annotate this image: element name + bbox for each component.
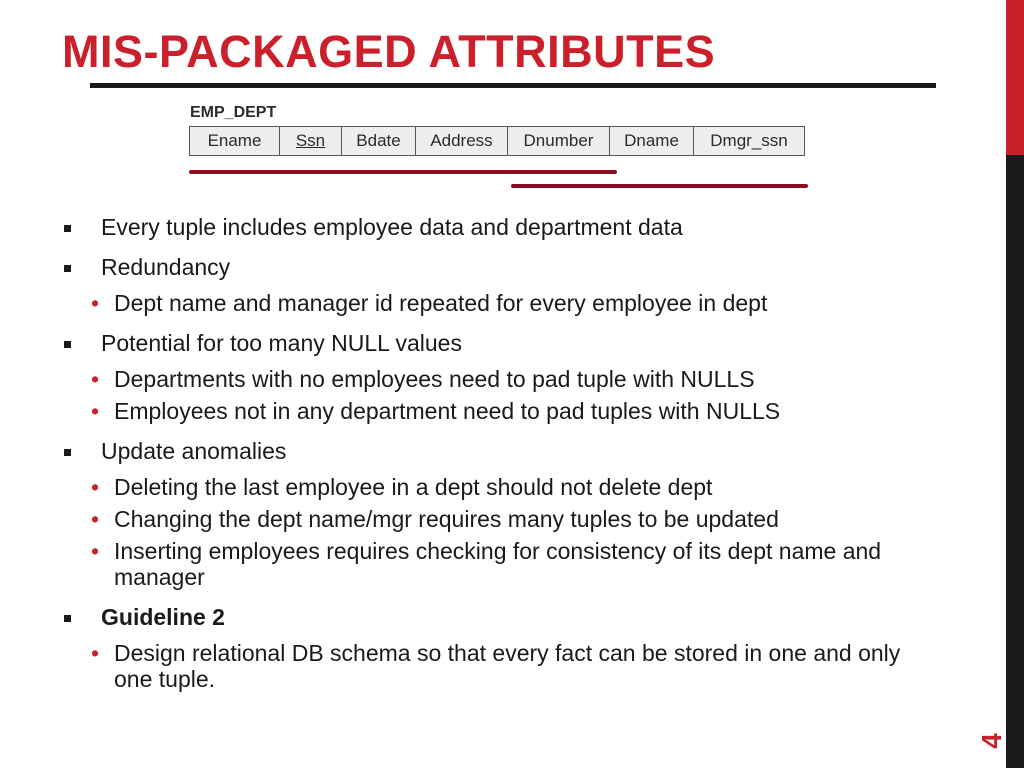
dot-bullet-icon: • (91, 398, 100, 424)
sub-bullet-item (60, 398, 940, 424)
bullet-list (60, 214, 940, 692)
sub-bullet-item (60, 538, 940, 590)
square-bullet-icon (64, 225, 71, 232)
right-accent-band (1006, 0, 1024, 768)
dependency-line-department (511, 184, 808, 188)
sub-bullet-item (60, 366, 940, 392)
dot-bullet-icon: • (91, 366, 100, 392)
title-underline (90, 83, 936, 88)
square-bullet-icon (64, 265, 71, 272)
sub-bullet-text: Inserting employees requires checking for consistency of its dept name and manager (114, 538, 882, 590)
bullet-item (60, 438, 940, 464)
dot-bullet-icon: • (91, 290, 100, 316)
bullet-item (60, 604, 940, 630)
schema-attribute: Dname (610, 127, 694, 155)
bullet-text: Every tuple includes employee data and department data (101, 214, 683, 240)
slide-title: MIS-PACKAGED ATTRIBUTES (62, 26, 716, 77)
sub-bullet-item (60, 474, 940, 500)
sub-bullet-text: Employees not in any department need to pad tuples with NULLS (114, 398, 781, 424)
schema-name: EMP_DEPT (190, 104, 277, 121)
sub-bullet-text: Deleting the last employee in a dept should not delete dept (114, 474, 713, 500)
sub-bullet-item (60, 506, 940, 532)
schema-attribute: Dmgr_ssn (710, 131, 788, 150)
bullet-text: Update anomalies (101, 438, 287, 464)
bullet-text: Guideline 2 (101, 604, 225, 630)
bullet-text: Potential for too many NULL values (101, 330, 462, 356)
schema-attribute-key: Ssn (280, 127, 342, 155)
dot-bullet-icon: • (91, 640, 100, 666)
sub-bullet-item (60, 640, 940, 692)
page-number: 4 (976, 733, 1007, 749)
schema-attribute: Dnumber (508, 127, 610, 155)
sub-bullet-text: Design relational DB schema so that every fact can be stored in one and only one tuple. (114, 640, 901, 692)
dot-bullet-icon: • (91, 538, 100, 564)
dot-bullet-icon: • (91, 474, 100, 500)
bullet-item (60, 254, 940, 280)
sub-bullet-text: Dept name and manager id repeated for every employee in dept (114, 290, 768, 316)
square-bullet-icon (64, 449, 71, 456)
sub-bullet-item (60, 290, 940, 316)
dependency-line-employee (189, 170, 617, 174)
sub-bullet-text: Departments with no employees need to pad tuple with NULLS (114, 366, 755, 392)
right-accent-band-dark (1006, 155, 1024, 768)
bullet-text: Redundancy (101, 254, 231, 280)
square-bullet-icon (64, 341, 71, 348)
schema-attribute: Address (416, 127, 508, 155)
dot-bullet-icon: • (91, 506, 100, 532)
bullet-item (60, 330, 940, 356)
bullet-item (60, 214, 940, 240)
sub-bullet-text: Changing the dept name/mgr requires many tuples to be updated (114, 506, 779, 532)
schema-attribute: Bdate (342, 127, 416, 155)
schema-attribute: Ename (190, 127, 280, 155)
schema-table (189, 126, 805, 156)
square-bullet-icon (64, 615, 71, 622)
